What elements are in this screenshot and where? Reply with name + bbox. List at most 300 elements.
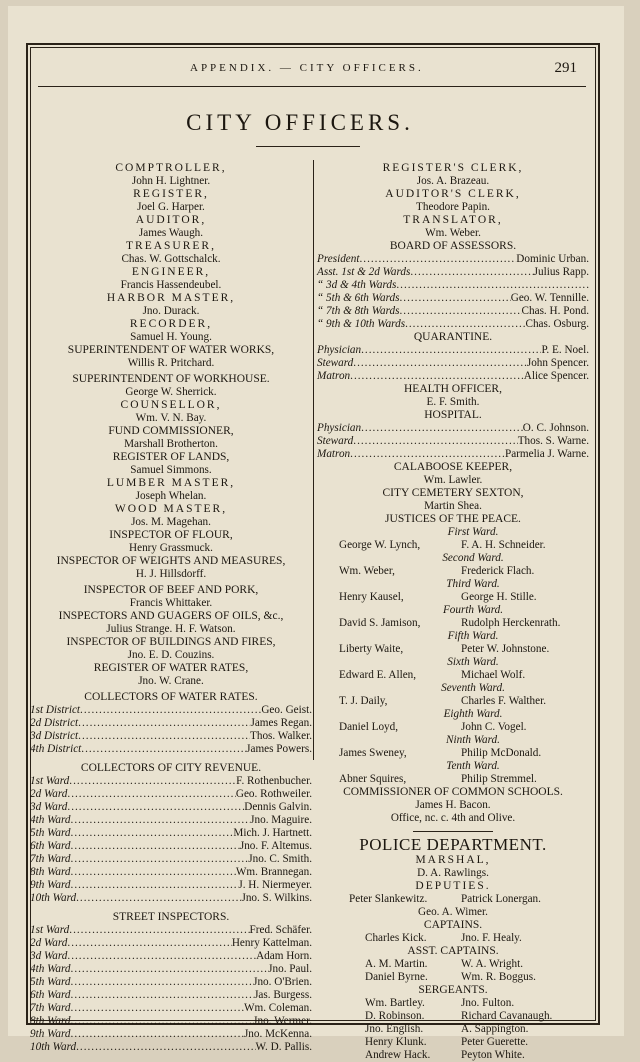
name-pair <box>365 932 589 945</box>
sexton-title: CITY CEMETERY SEXTON, <box>382 487 524 499</box>
justice-name: George W. Lynch, <box>339 539 421 551</box>
office-holder: George W. Sherrick. <box>125 386 217 398</box>
leader-row <box>30 853 312 866</box>
row-key: 8th Ward <box>30 1015 71 1027</box>
row-value: Wm. Brannegan. <box>235 866 312 878</box>
leader-row <box>30 730 312 743</box>
office-holder: Joel G. Harper. <box>137 201 205 213</box>
health-officer-name: E. F. Smith. <box>426 396 480 408</box>
assessors-list <box>317 253 589 331</box>
name-pair <box>317 893 589 906</box>
leader-dots <box>359 253 516 266</box>
justice-name: Henry Kausel, <box>339 591 404 603</box>
row-key: 1st District <box>30 704 81 716</box>
row-key: 2d Ward <box>30 788 68 800</box>
row-key: 4th District <box>30 743 82 755</box>
office-holder: Wm. V. N. Bay. <box>135 412 207 424</box>
header-rule <box>38 86 586 87</box>
person-name: D. Robinson. <box>365 1010 425 1022</box>
row-value: Jno. Maguire. <box>250 814 312 826</box>
person-name: Wm. R. Boggus. <box>461 971 536 983</box>
row-value: F. Rothenbucher. <box>236 775 312 787</box>
row-value: Geo. W. Tennille. <box>510 292 589 304</box>
row-value: Adam Horn. <box>256 950 312 962</box>
person-name: Jno. Fulton. <box>461 997 515 1009</box>
row-value: Geo. Geist. <box>261 704 312 716</box>
leader-dots <box>350 448 505 461</box>
justice-name: George H. Stille. <box>461 591 537 603</box>
schools-name: James H. Bacon. <box>415 799 491 811</box>
office-holder: H. J. Hillsdorff. <box>135 568 207 580</box>
office-holder: Francis Whittaker. <box>129 597 213 609</box>
row-value: Jno. F. Altemus. <box>239 840 312 852</box>
justices-list <box>317 526 589 786</box>
ward-label: First Ward. <box>447 526 499 538</box>
deputies-list <box>317 893 589 919</box>
office-holder: Theodore Papin. <box>416 201 490 213</box>
row-value: Jno. O'Brien. <box>253 976 312 988</box>
left-column <box>30 162 312 1054</box>
leader-row <box>317 266 589 279</box>
office-holder: Henry Grassmuck. <box>129 542 213 554</box>
asst-captains-list <box>317 958 589 984</box>
leader-dots <box>67 950 256 963</box>
running-header <box>40 60 585 80</box>
leader-row <box>30 892 312 905</box>
office-title: TRANSLATOR, <box>403 214 503 226</box>
office-holder: Jos. M. Magehan. <box>131 516 211 528</box>
justice-name: Liberty Waite, <box>339 643 404 655</box>
justice-name: James Sweney, <box>339 747 407 759</box>
police-rule <box>413 831 493 832</box>
row-value: Dominic Urban. <box>516 253 589 265</box>
row-key: 7th Ward <box>30 853 71 865</box>
office-title: SUPERINTENDENT OF WORKHOUSE. <box>72 373 270 385</box>
office-title: AUDITOR'S CLERK, <box>385 188 521 200</box>
row-key: 4th Ward <box>30 814 71 826</box>
row-key: 1st Ward <box>30 775 70 787</box>
row-key: “ 3d & 4th Wards <box>317 279 397 291</box>
office-title: COMPTROLLER, <box>115 162 227 174</box>
row-key: 10th Ward <box>30 1041 77 1053</box>
ward-label: Sixth Ward. <box>447 656 499 668</box>
row-value: Chas. H. Pond. <box>521 305 589 317</box>
office-title: HARBOR MASTER, <box>106 292 236 304</box>
office-holder: Francis Hassendeubel. <box>120 279 222 291</box>
marshal-title: MARSHAL, <box>415 854 491 866</box>
row-value: Fred. Schäfer. <box>249 924 312 936</box>
leader-row <box>30 788 312 801</box>
leader-dots <box>350 370 524 383</box>
hospital-list <box>317 422 589 461</box>
row-key: 9th Ward <box>30 1028 71 1040</box>
leader-row <box>30 866 312 879</box>
leader-dots <box>76 892 241 905</box>
row-value: Henry Kattelman. <box>231 937 312 949</box>
row-key: Steward <box>317 435 354 447</box>
quarantine-list <box>317 344 589 383</box>
leader-row <box>30 704 312 717</box>
leader-row <box>30 879 312 892</box>
name-pair <box>365 1036 589 1049</box>
name-pair <box>365 1023 589 1036</box>
calaboose-title: CALABOOSE KEEPER, <box>393 461 513 473</box>
office-title: INSPECTOR OF BUILDINGS AND FIRES, <box>66 636 276 648</box>
leader-dots <box>67 801 244 814</box>
office-holder: Willis R. Pritchard. <box>127 357 215 369</box>
health-officer-title: HEALTH OFFICER, <box>404 383 502 395</box>
water-collectors-list <box>30 704 312 756</box>
leader-dots <box>78 730 250 743</box>
leader-dots <box>67 937 231 950</box>
row-value: Jas. Burgess. <box>254 989 312 1001</box>
leader-dots <box>353 357 527 370</box>
office-title: INSPECTORS AND GUAGERS OF OILS, &c., <box>58 610 284 622</box>
leader-dots <box>71 827 234 840</box>
leader-dots <box>67 788 235 801</box>
row-value: Jno. Wermer. <box>253 1015 312 1027</box>
leader-row <box>317 292 589 305</box>
justice-pair <box>317 669 589 682</box>
office-holder: Samuel H. Young. <box>130 331 212 343</box>
justice-name: Frederick Flach. <box>461 565 535 577</box>
leader-dots <box>399 292 510 305</box>
row-value: James Regan. <box>250 717 312 729</box>
ward-label: Second Ward. <box>442 552 504 564</box>
office-holder: Wm. Weber. <box>425 227 481 239</box>
page-number: 291 <box>554 60 577 76</box>
justice-name: Charles F. Walther. <box>461 695 546 707</box>
office-holder: Jno. E. D. Couzins. <box>127 649 215 661</box>
justice-pair <box>317 591 589 604</box>
justice-name: Philip Stremmel. <box>461 773 537 785</box>
name-pair <box>365 971 589 984</box>
sergeants-list <box>317 997 589 1062</box>
person-name: Wm. Bartley. <box>365 997 425 1009</box>
office-title: FUND COMMISSIONER, <box>108 425 234 437</box>
leader-dots <box>69 924 249 937</box>
name-pair <box>365 958 589 971</box>
street-inspectors-list <box>30 924 312 1054</box>
row-value: Jno. Paul. <box>268 963 312 975</box>
name-pair <box>365 1049 589 1062</box>
row-value: Mich. J. Hartnett. <box>233 827 312 839</box>
leader-row <box>317 344 589 357</box>
sergeants-title: SERGEANTS. <box>418 984 488 996</box>
leader-dots <box>69 775 236 788</box>
leader-row <box>30 950 312 963</box>
row-key: 4th Ward <box>30 963 71 975</box>
row-key: 3d Ward <box>30 950 68 962</box>
row-value: Chas. Osburg. <box>525 318 589 330</box>
office-holder: Jos. A. Brazeau. <box>416 175 490 187</box>
row-value: Thos. Walker. <box>250 730 312 742</box>
row-key: Physician <box>317 344 362 356</box>
name-pair <box>365 1010 589 1023</box>
schools-title: COMMISSIONER OF COMMON SCHOOLS. <box>343 786 563 798</box>
running-title: APPENDIX. — CITY OFFICERS. <box>190 62 424 74</box>
revenue-collectors-list <box>30 775 312 905</box>
row-key: Matron <box>317 370 351 382</box>
justice-name: John C. Vogel. <box>461 721 527 733</box>
leader-dots <box>71 840 240 853</box>
leader-dots <box>71 1015 254 1028</box>
left-offices <box>30 162 312 688</box>
leader-dots <box>71 866 236 879</box>
justice-name: Abner Squires, <box>339 773 407 785</box>
leader-row <box>30 743 312 756</box>
leader-row <box>317 435 589 448</box>
row-value: Geo. Rothweiler. <box>235 788 312 800</box>
leader-dots <box>405 318 525 331</box>
leader-row <box>30 717 312 730</box>
row-value: Jno. S. Wilkins. <box>241 892 312 904</box>
ward-label: Fourth Ward. <box>442 604 504 616</box>
leader-row <box>317 422 589 435</box>
office-title: TREASURER, <box>126 240 216 252</box>
row-value: James Powers. <box>246 743 312 755</box>
leader-dots <box>410 266 533 279</box>
name-pair <box>365 997 589 1010</box>
justice-pair <box>317 539 589 552</box>
justice-pair <box>317 695 589 708</box>
office-title: ENGINEER, <box>131 266 211 278</box>
leader-dots <box>361 422 523 435</box>
justice-pair <box>317 721 589 734</box>
person-name: A. Sappington. <box>461 1023 529 1035</box>
row-value: P. E. Noel. <box>541 344 589 356</box>
leader-row <box>317 253 589 266</box>
person-name: Andrew Hack. <box>365 1049 431 1061</box>
leader-row <box>317 357 589 370</box>
leader-dots <box>71 989 255 1002</box>
row-key: 5th Ward <box>30 976 71 988</box>
leader-row <box>30 976 312 989</box>
row-key: “ 9th & 10th Wards <box>317 318 406 330</box>
leader-row <box>30 827 312 840</box>
office-title: RECORDER, <box>129 318 213 330</box>
justices-heading: JUSTICES OF THE PEACE. <box>385 513 521 525</box>
captains-title: CAPTAINS. <box>423 919 483 931</box>
row-key: 7th Ward <box>30 1002 71 1014</box>
person-name: Henry Klunk. <box>365 1036 427 1048</box>
leader-row <box>30 1002 312 1015</box>
justice-name: Rudolph Herckenrath. <box>461 617 561 629</box>
row-key: 1st Ward <box>30 924 70 936</box>
row-key: Steward <box>317 357 354 369</box>
water-collectors-heading: COLLECTORS OF WATER RATES. <box>84 691 258 703</box>
office-holder: Joseph Whelan. <box>135 490 207 502</box>
row-value: W. D. Pallis. <box>255 1041 312 1053</box>
sexton-name: Martin Shea. <box>424 500 482 512</box>
column-divider <box>313 160 314 760</box>
leader-row <box>30 814 312 827</box>
leader-row <box>317 448 589 461</box>
office-title: WOOD MASTER, <box>114 503 228 515</box>
asst-captains-title: ASST. CAPTAINS. <box>407 945 499 957</box>
schools-office: Office, nc. c. 4th and Olive. <box>390 812 516 824</box>
ward-label: Fifth Ward. <box>447 630 499 642</box>
justice-pair <box>317 773 589 786</box>
quarantine-heading: QUARANTINE. <box>413 331 493 343</box>
leader-dots <box>353 435 517 448</box>
justice-name: David S. Jamison, <box>339 617 421 629</box>
deputies-title: DEPUTIES. <box>415 880 491 892</box>
row-key: 5th Ward <box>30 827 71 839</box>
row-key: 6th Ward <box>30 840 71 852</box>
leader-dots <box>80 704 261 717</box>
row-key: “ 7th & 8th Wards <box>317 305 400 317</box>
leader-dots <box>71 1002 244 1015</box>
street-inspectors-heading: STREET INSPECTORS. <box>112 911 230 923</box>
ward-label: Third Ward. <box>446 578 500 590</box>
person-name: Peter Guerette. <box>461 1036 529 1048</box>
justice-pair <box>317 747 589 760</box>
hospital-heading: HOSPITAL. <box>424 409 482 421</box>
person-name: W. A. Wright. <box>461 958 524 970</box>
office-holder: Chas. W. Gottschalck. <box>121 253 221 265</box>
person-name: A. M. Martin. <box>365 958 428 970</box>
office-title: LUMBER MASTER, <box>106 477 236 489</box>
leader-dots <box>396 279 589 292</box>
leader-dots <box>71 814 251 827</box>
leader-dots <box>71 879 239 892</box>
row-key: President <box>317 253 360 265</box>
row-key: 10th Ward <box>30 892 77 904</box>
leader-row <box>317 305 589 318</box>
row-key: Asst. 1st & 2d Wards <box>317 266 411 278</box>
leader-row <box>30 924 312 937</box>
row-key: Physician <box>317 422 362 434</box>
office-holder: Jno. W. Crane. <box>138 675 204 687</box>
person-name: Patrick Lonergan. <box>461 893 541 905</box>
office-holder: Jno. Durack. <box>142 305 200 317</box>
justice-name: Edward E. Allen, <box>339 669 417 681</box>
row-value: O. C. Johnson. <box>522 422 589 434</box>
office-title: REGISTER OF LANDS, <box>112 451 230 463</box>
row-key: 8th Ward <box>30 866 71 878</box>
row-key: 2d District <box>30 717 79 729</box>
office-title: INSPECTOR OF BEEF AND PORK, <box>83 584 259 596</box>
police-heading: POLICE DEPARTMENT. <box>359 835 547 854</box>
leader-dots <box>76 1041 255 1054</box>
row-value: John Spencer. <box>526 357 589 369</box>
office-title: AUDITOR, <box>135 214 207 226</box>
row-key: 3d Ward <box>30 801 68 813</box>
justice-name: Peter W. Johnstone. <box>461 643 550 655</box>
office-holder: Julius Strange. H. F. Watson. <box>106 623 236 635</box>
row-value: Alice Spencer. <box>523 370 589 382</box>
leader-row <box>30 937 312 950</box>
right-offices <box>317 162 589 240</box>
row-value: Parmelia J. Warne. <box>504 448 589 460</box>
justice-pair <box>317 565 589 578</box>
person-name: Daniel Byrne. <box>365 971 428 983</box>
leader-row <box>30 1041 312 1054</box>
leader-dots <box>71 1028 244 1041</box>
row-key: 9th Ward <box>30 879 71 891</box>
office-holder: Samuel Simmons. <box>130 464 212 476</box>
leader-row <box>30 1028 312 1041</box>
leader-row <box>317 370 589 383</box>
justice-name: Michael Wolf. <box>461 669 526 681</box>
row-key: Matron <box>317 448 351 460</box>
row-value: Thos. S. Warne. <box>517 435 589 447</box>
leader-row <box>30 840 312 853</box>
assessors-heading: BOARD OF ASSESSORS. <box>389 240 517 252</box>
revenue-collectors-heading: COLLECTORS OF CITY REVENUE. <box>80 762 262 774</box>
leader-dots <box>71 963 269 976</box>
leader-row <box>30 1015 312 1028</box>
leader-row <box>317 279 589 292</box>
row-key: “ 5th & 6th Wards <box>317 292 400 304</box>
row-key: 2d Ward <box>30 937 68 949</box>
row-value: J. H. Niermeyer. <box>238 879 312 891</box>
justice-pair <box>317 643 589 656</box>
ward-label: Eighth Ward. <box>443 708 503 720</box>
office-title: REGISTER OF WATER RATES, <box>93 662 249 674</box>
row-value: Wm. Coleman. <box>243 1002 312 1014</box>
justice-name: F. A. H. Schneider. <box>461 539 546 551</box>
row-value: Jno. C. Smith. <box>248 853 312 865</box>
page-title: CITY OFFICERS. <box>186 110 414 135</box>
office-holder: John H. Lightner. <box>131 175 211 187</box>
leader-dots <box>71 853 249 866</box>
right-column <box>317 162 589 1062</box>
office-title: REGISTER, <box>133 188 209 200</box>
person-name: Peyton White. <box>461 1049 525 1061</box>
row-key: 6th Ward <box>30 989 71 1001</box>
leader-dots <box>78 717 250 730</box>
office-holder: James Waugh. <box>138 227 204 239</box>
marshal-name: D. A. Rawlings. <box>417 867 489 879</box>
row-value: Jno. McKenna. <box>243 1028 312 1040</box>
office-title: INSPECTOR OF WEIGHTS AND MEASURES, <box>56 555 286 567</box>
ward-label: Ninth Ward. <box>446 734 500 746</box>
office-holder: Marshall Brotherton. <box>124 438 218 450</box>
justice-name: Wm. Weber, <box>339 565 395 577</box>
person-name: Jno. F. Healy. <box>461 932 522 944</box>
leader-row <box>317 318 589 331</box>
office-title: REGISTER'S CLERK, <box>382 162 524 174</box>
leader-dots <box>71 976 254 989</box>
calaboose-name: Wm. Lawler. <box>423 474 483 486</box>
leader-row <box>30 801 312 814</box>
leader-dots <box>361 344 541 357</box>
row-key: 3d District <box>30 730 79 742</box>
title-rule <box>256 146 360 147</box>
ward-label: Tenth Ward. <box>446 760 500 772</box>
leader-row <box>30 775 312 788</box>
office-title: SUPERINTENDENT OF WATER WORKS, <box>67 344 275 356</box>
person-name: Charles Kick. <box>365 932 427 944</box>
office-title: COUNSELLOR, <box>120 399 222 411</box>
justice-name: T. J. Daily, <box>339 695 388 707</box>
row-value: Julius Rapp. <box>533 266 589 278</box>
leader-dots <box>81 743 246 756</box>
person-name: Richard Cavanaugh. <box>461 1010 553 1022</box>
justice-name: Philip McDonald. <box>461 747 542 759</box>
ward-label: Seventh Ward. <box>441 682 505 694</box>
leader-dots <box>399 305 521 318</box>
person-name: Jno. English. <box>365 1023 424 1035</box>
person-name: Geo. A. Wimer. <box>418 906 488 918</box>
office-title: INSPECTOR OF FLOUR, <box>109 529 233 541</box>
captains-list <box>317 932 589 945</box>
leader-row <box>30 989 312 1002</box>
justice-name: Daniel Loyd, <box>339 721 399 733</box>
person-name: Peter Slankewitz. <box>349 893 428 905</box>
